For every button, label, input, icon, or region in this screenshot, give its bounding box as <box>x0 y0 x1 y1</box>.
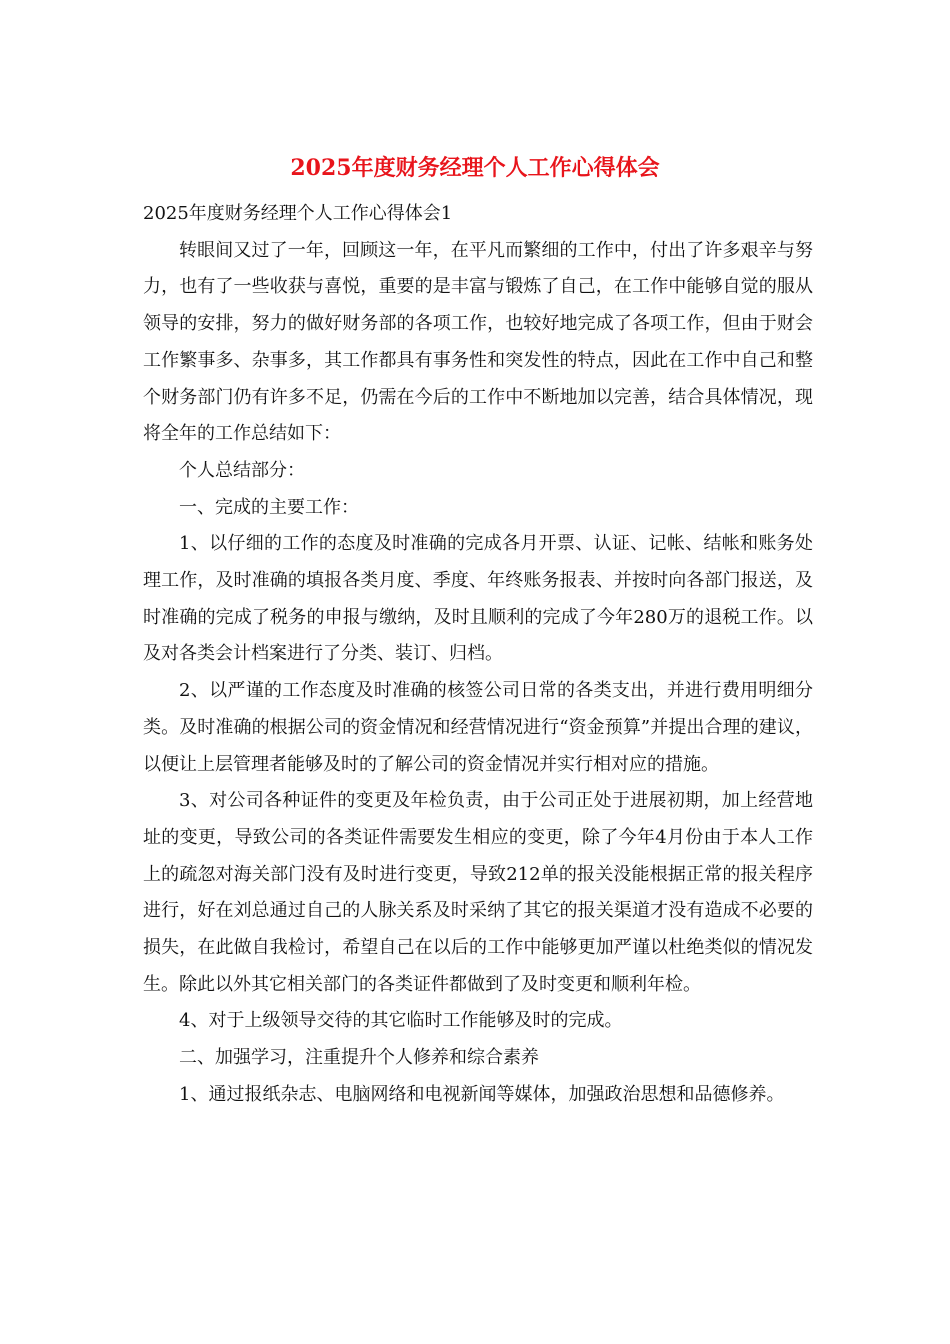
paragraph-item-1: 1、以仔细的工作的态度及时准确的完成各月开票、认证、记帐、结帐和账务处理工作，及时准确的填报各类月度、季度、年终账务报表、并按时向各部门报送，及时准确的完成了税务的申报与缴纳，及时且顺利的完成了今年280万的退税工作。以及对各类会计档案进行了分类、装订、归档。 <box>143 533 813 665</box>
paragraph-personal-summary-heading: 个人总结部分： <box>179 459 305 481</box>
paragraph-section-one-heading: 一、完成的主要工作： <box>179 496 359 518</box>
document-title: 2025年度财务经理个人工作心得体会 <box>290 155 660 181</box>
paragraph-section-two-heading: 二、加强学习，注重提升个人修养和综合素养 <box>179 1047 539 1069</box>
document-subtitle: 2025年度财务经理个人工作心得体会1 <box>143 203 453 224</box>
paragraph-section-two-item-1: 1、通过报纸杂志、电脑网络和电视新闻等媒体，加强政治思想和品德修养。 <box>179 1083 785 1105</box>
document-body <box>143 196 813 1114</box>
paragraph-item-4: 4、对于上级领导交待的其它临时工作能够及时的完成。 <box>179 1010 623 1032</box>
paragraph-intro: 转眼间又过了一年，回顾这一年，在平凡而繁细的工作中，付出了许多艰辛与努力，也有了一些收获与喜悦，重要的是丰富与锻炼了自己，在工作中能够自觉的服从领导的安排，努力的做好财务部的各项工作，也较好地完成了各项工作，但由于财会工作繁事多、杂事多，其工作都具有事务性和突发性的特点，因此在工作中自己和整个财务部门仍有许多不足，仍需在今后的工作中不断地加以完善，结合具体情况，现将全年的工作总结如下： <box>143 239 813 445</box>
paragraph-item-3: 3、对公司各种证件的变更及年检负责，由于公司正处于进展初期，加上经营地址的变更，导致公司的各类证件需要发生相应的变更，除了今年4月份由于本人工作上的疏忽对海关部门没有及时进行变更，导致212单的报关没能根据正常的报关程序进行，好在刘总通过自己的人脉关系及时采纳了其它的报关渠道才没有造成不必要的损失，在此做自我检讨，希望自己在以后的工作中能够更加严谨以杜绝类似的情况发生。除此以外其它相关部门的各类证件都做到了及时变更和顺利年检。 <box>143 790 813 995</box>
paragraph-item-2: 2、以严谨的工作态度及时准确的核签公司日常的各类支出，并进行费用明细分类。及时准确的根据公司的资金情况和经营情况进行“资金预算”并提出合理的建议，以便让上层管理者能够及时的了解公司的资金情况并实行相对应的措施。 <box>143 680 813 775</box>
